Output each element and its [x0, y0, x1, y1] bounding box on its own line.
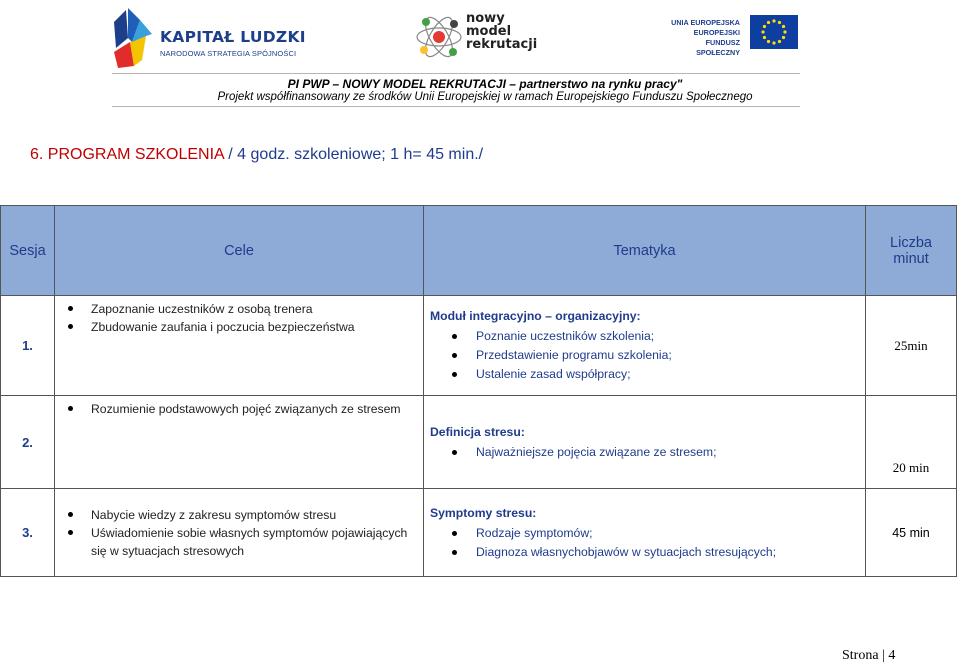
- topic-item: Ustalenie zasad współpracy;: [452, 365, 859, 384]
- topic-item: Poznanie uczestników szkolenia;: [452, 327, 859, 346]
- eu-star: [772, 19, 775, 22]
- topics-cell: [424, 489, 866, 577]
- topic-title: Symptomy stresu:: [430, 505, 537, 520]
- page-number: 4: [888, 648, 896, 663]
- nowy-model-rekrutacji-logo-icon: [414, 12, 464, 62]
- topics-cell: [424, 396, 866, 489]
- topic-item: Przedstawienie programu szkolenia;: [452, 346, 859, 365]
- kapital-ludzki-subtitle: NARODOWA STRATEGIA SPÓJNOŚCI: [160, 49, 297, 58]
- goals-cell: [55, 296, 424, 396]
- table-row: [1, 296, 957, 396]
- topic-title: Moduł integracyjno – organizacyjny:: [430, 309, 641, 323]
- eu-star: [761, 30, 764, 33]
- eu-star: [767, 21, 770, 24]
- header-sesja: Sesja: [1, 206, 55, 296]
- kapital-ludzki-logo-icon: [112, 8, 154, 70]
- nowy-model-line2: model: [466, 24, 512, 39]
- table-row: [1, 489, 957, 577]
- goal-item: Uświadomienie sobie własnych symptomów pojawiających się w sytuacjach stresowych: [67, 524, 413, 560]
- section-number: 6.: [30, 146, 44, 163]
- ue-line1: UNIA EUROPEJSKA: [671, 18, 740, 27]
- header-tematyka: Tematyka: [424, 206, 866, 296]
- header-rule-bottom: [112, 106, 800, 107]
- kapital-ludzki-title: KAPITAŁ LUDZKI: [160, 28, 306, 46]
- goal-item: Zapoznanie uczestników z osobą trenera: [67, 300, 413, 318]
- minutes-value: 45 min: [866, 489, 957, 577]
- topic-item: Diagnoza własnychobjawów w sytuacjach stresujących;: [452, 543, 859, 562]
- project-title: PI PWP – NOWY MODEL REKRUTACJI – partnerstwo na rynku pracy": [287, 77, 683, 91]
- topic-title: Definicja stresu:: [430, 424, 525, 439]
- goal-item: Zbudowanie zaufania i poczucia bezpieczeństwa: [67, 318, 413, 336]
- page-footer: [842, 648, 895, 664]
- eu-star: [778, 40, 781, 43]
- goals-cell: [55, 396, 424, 489]
- eu-star: [763, 36, 766, 39]
- ue-line2: EUROPEJSKI: [693, 28, 740, 37]
- kapital-ludzki-logo: [112, 8, 306, 70]
- minutes-value: 25min: [866, 296, 957, 396]
- topic-item: Rodzaje symptomów;: [452, 524, 859, 543]
- header-rule-top: [112, 73, 800, 74]
- training-program-table: [0, 205, 957, 577]
- header-liczba-minut: [866, 206, 957, 296]
- nowy-model-line3: rekrutacji: [466, 37, 538, 52]
- eu-star: [783, 30, 786, 33]
- header-liczba: Liczba: [890, 234, 932, 251]
- topic-item: Najważniejsze pojęcia związane ze stresem;: [452, 443, 859, 462]
- table-header-row: [1, 206, 957, 296]
- eu-star: [782, 25, 785, 28]
- section-details: / 4 godz. szkoleniowe; 1 h= 45 min./: [223, 146, 484, 163]
- session-number: 3.: [1, 489, 55, 577]
- eu-star: [782, 36, 785, 39]
- topics-cell: [424, 296, 866, 396]
- section-title: PROGRAM SZKOLENIA: [47, 146, 224, 163]
- eu-star: [763, 25, 766, 28]
- eu-star: [772, 41, 775, 44]
- eu-star: [767, 40, 770, 43]
- goal-item: Rozumienie podstawowych pojęć związanych ze stresem: [67, 400, 413, 418]
- page-separator: |: [882, 648, 885, 663]
- eu-logo: [664, 14, 804, 57]
- eu-star: [778, 21, 781, 24]
- goals-cell: [55, 489, 424, 577]
- nowy-model-rekrutacji-logo: [414, 10, 544, 66]
- session-number: 2.: [1, 396, 55, 489]
- minutes-value: 20 min: [866, 396, 957, 489]
- goal-item: Nabycie wiedzy z zakresu symptomów stresu: [67, 506, 413, 524]
- eu-flag-icon: [750, 15, 798, 49]
- section-heading: [30, 146, 483, 164]
- nowy-model-line1: nowy: [466, 11, 505, 26]
- page-label: Strona: [842, 648, 879, 663]
- session-number: 1.: [1, 296, 55, 396]
- ue-line3: FUNDUSZ SPOŁECZNY: [696, 38, 740, 57]
- table-row: [1, 396, 957, 489]
- header-cele: Cele: [55, 206, 424, 296]
- project-subtitle: Projekt współfinansowany ze środków Unii Europejskiej w ramach Europejskiego Funduszu Społecznego: [217, 91, 753, 103]
- header-minut: minut: [893, 250, 929, 267]
